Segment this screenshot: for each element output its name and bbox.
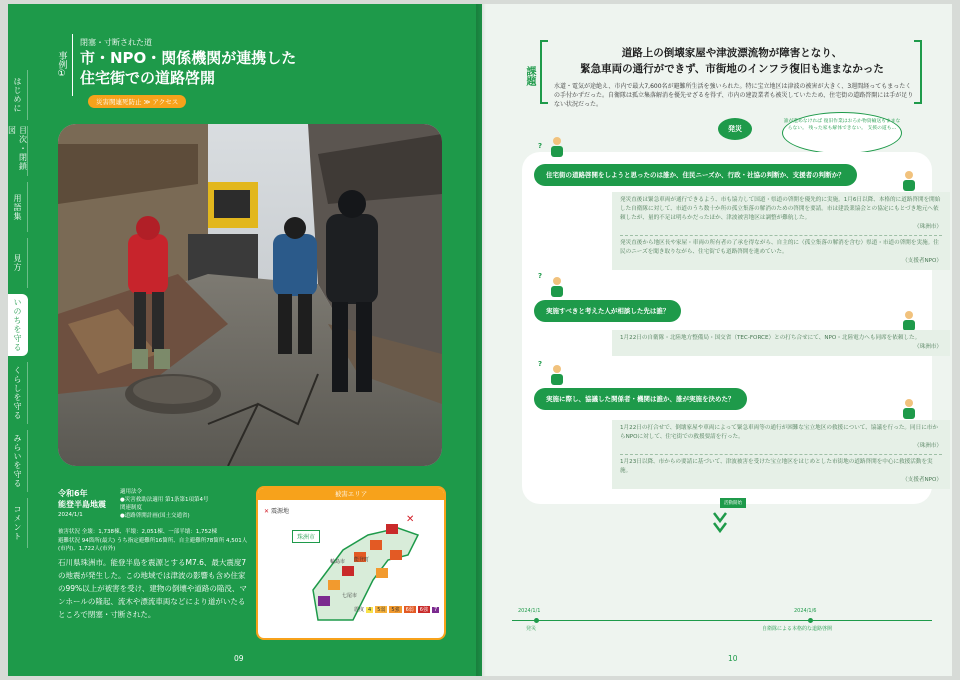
timeline-dot	[808, 618, 813, 623]
person-icon	[548, 364, 566, 386]
question-mark-icon: ?	[538, 142, 543, 150]
law-heading-1: 適用法令	[120, 489, 143, 495]
question-mark-icon: ?	[538, 360, 543, 368]
answer-3a: 1月22日の打合せで、倒壊家屋や車両によって緊急車両等の通行が困難な宝立地区の救援について、協議を行った。同日に市からNPOに対して、住宅街での救援要請を行った。	[620, 425, 938, 440]
kicker: 閉塞・寸断された道	[80, 38, 152, 47]
page-title	[80, 48, 400, 88]
activity-start-flag: 活動開始	[720, 498, 746, 508]
laws-block	[120, 488, 209, 520]
disaster-photo	[58, 124, 442, 466]
answer-3	[612, 420, 950, 489]
timeline-date-1: 2024/1/1	[518, 608, 541, 614]
tab-howto[interactable]: 見方	[8, 238, 28, 288]
divider	[620, 235, 942, 236]
disaster-badge: 発災	[718, 118, 752, 140]
event-info	[58, 488, 106, 510]
tab-comment[interactable]: コメント	[8, 498, 28, 548]
left-page	[8, 4, 482, 676]
answer-2-source: （珠洲市）	[914, 344, 942, 350]
damage-line-2: 避難状況 94箇所(最大) うち指定避難所16箇所、自主避難所78箇所 4,501人(市内)、1,722人(市外)	[58, 537, 248, 552]
right-page	[482, 4, 952, 676]
map-place-3: 七尾市	[342, 593, 358, 599]
down-arrow-icon	[710, 511, 730, 535]
answer-1a: 発災直後は緊急車両が通行できるよう、市も協力して国道・県道の啓開を優先的に実施。1月6日以降、本格的に道路啓開を開始した自衛隊に対して、市道のうち数十か所の孤立集落の解消のための啓開を要請。市は建設業協会との協定にもとづき地元へ依頼したが、量的不足は明らかだったほか、津波被害地区は調整が難航した。	[620, 197, 941, 221]
timeline-date-2: 2024/1/6	[794, 608, 817, 614]
page-gutter	[476, 4, 486, 676]
issue-description: 水道・電気が途絶え、市内で最大7,600名が避難所生活を強いられた。特に宝立地区は津波の被害が大きく、3週間経ってもまったくの手付かずだった。自衛隊は孤立集落解消を優先せざるを得ず、市内の建設業者も被災していたため、住宅街の道路啓開には手が足りない状況だった。	[554, 83, 914, 108]
timeline-label-1: 発災	[526, 626, 537, 632]
tab-protect-future[interactable]: みらいを守る	[8, 430, 28, 492]
answer-2-text: 1月22日の自衛隊・北陸地方整備局・国交省（TEC-FORCE）との打ち合せにて、NPO・北陸電力へも同席を依頼した。	[620, 335, 921, 341]
bracket-left	[540, 40, 548, 104]
person-icon	[548, 136, 566, 158]
damage-map	[256, 486, 446, 640]
svg-text:✕: ✕	[406, 514, 415, 525]
event-era: 令和6年	[58, 489, 88, 498]
law-item-1: ●災害救助法適用 第1条第1項第4号	[120, 497, 209, 503]
answer-3a-source: （珠洲市）	[914, 443, 942, 449]
divider	[620, 454, 942, 455]
map-legend: ✕ 震源地	[264, 508, 289, 515]
person-icon	[548, 276, 566, 298]
photo-illustration	[58, 124, 442, 466]
map-place-2: 能登町	[354, 557, 370, 563]
case-label: 事例①	[52, 34, 73, 96]
answer-1b-source: （支援者NPO）	[902, 258, 942, 264]
thought-bubble: 誰が進めなければ 復旧作業はおろか物資輸送もままならない。 残った家も解体できない。 支援の道も…	[782, 112, 902, 154]
tab-contents[interactable]: 目次・閉鎖図	[8, 126, 28, 176]
tab-glossary[interactable]: 用語集	[8, 182, 28, 232]
category-tag: 災害関連死防止 ≫ アクセス	[88, 95, 186, 108]
damage-line-1: 被害状況 全壊：1,738棟、半壊：2,051棟、一部半壊：1,752棟	[58, 529, 217, 535]
map-illustration	[258, 500, 444, 636]
page-number-left: 09	[234, 654, 244, 663]
answer-2	[612, 330, 950, 356]
law-heading-2: 関連制度	[120, 505, 143, 511]
epicenter-icon: ✕	[264, 508, 270, 515]
magazine-spread	[8, 4, 952, 676]
event-date: 2024/1/1	[58, 512, 83, 518]
title-line-2: 住宅街での道路啓開	[80, 69, 216, 87]
question-1: 住宅街の道路啓開をしようと思ったのは誰か、住民ニーズか、行政・社協の判断か、支援者の判断か？	[534, 164, 857, 186]
official-icon	[900, 170, 918, 192]
intensity-scale: 震度 4 5弱 5強 6弱 6強 7	[354, 606, 438, 613]
timeline-label-2: 自衛隊による本格的な道路啓開	[762, 626, 833, 632]
page-number-right: 10	[728, 654, 738, 663]
body-text: 石川県珠洲市。能登半島を震源とするM7.6、最大震度7の地震が発生した。この地域では津波の影響も含め住家の99%以上が被害を受け、建物の倒壊や道路の陥没、マンホールの隆起、流木や漂流車両などにより道がいたるところで閉塞・寸断された。	[58, 558, 247, 619]
side-nav	[8, 70, 28, 554]
question-mark-icon: ?	[538, 272, 543, 280]
damage-summary	[58, 528, 254, 554]
event-name: 能登半島地震	[58, 500, 106, 509]
answer-1b: 発災直後から地区長や家屋・車両の所有者の了承を得ながら、自主的に（孤立集落の解消を含む）県道・市道の啓開を実施。住民のニーズを聞き取りながら、住宅街でも道路啓開を進めていた。	[620, 240, 939, 255]
timeline-dot	[534, 618, 539, 623]
answer-1	[612, 192, 950, 270]
issue-title	[554, 45, 910, 77]
law-item-2: ●道路啓開計画(国土交通省)	[120, 513, 190, 519]
tab-protect-living[interactable]: くらしを守る	[8, 362, 28, 424]
map-title: 被害エリア	[258, 488, 444, 500]
tab-introduction[interactable]: はじめに	[8, 70, 28, 120]
question-3: 実施に際し、協議した関係者・機関は誰か、誰が実施を決めた？	[534, 388, 747, 410]
map-city-label: 珠洲市	[292, 530, 320, 543]
issue-title-line-1: 道路上の倒壊家屋や津波漂流物が障害となり、	[621, 47, 843, 59]
section-label: 課題	[524, 66, 535, 86]
title-line-1: 市・NPO・関係機関が連携した	[80, 49, 297, 67]
question-2: 実施すべきと考えた人が相談した先は誰？	[534, 300, 681, 322]
official-icon	[900, 310, 918, 332]
answer-3b: 1月23日以降、市からの要請に基づいて、津波被害を受けた宝立地区をはじめとした市街地の道路啓開を中心に救援活動を実施。	[620, 459, 933, 474]
tab-protect-life[interactable]: いのちを守る	[8, 294, 28, 356]
bracket-right	[914, 40, 922, 104]
answer-1a-source: （珠洲市）	[914, 224, 942, 230]
answer-3b-source: （支援者NPO）	[902, 477, 942, 483]
official-icon	[900, 398, 918, 420]
timeline	[512, 620, 932, 621]
issue-title-line-2: 緊急車両の通行ができず、市街地のインフラ復旧も進まなかった	[580, 63, 884, 75]
qa-panel	[522, 142, 942, 504]
map-place-1: 輪島市	[330, 559, 346, 565]
